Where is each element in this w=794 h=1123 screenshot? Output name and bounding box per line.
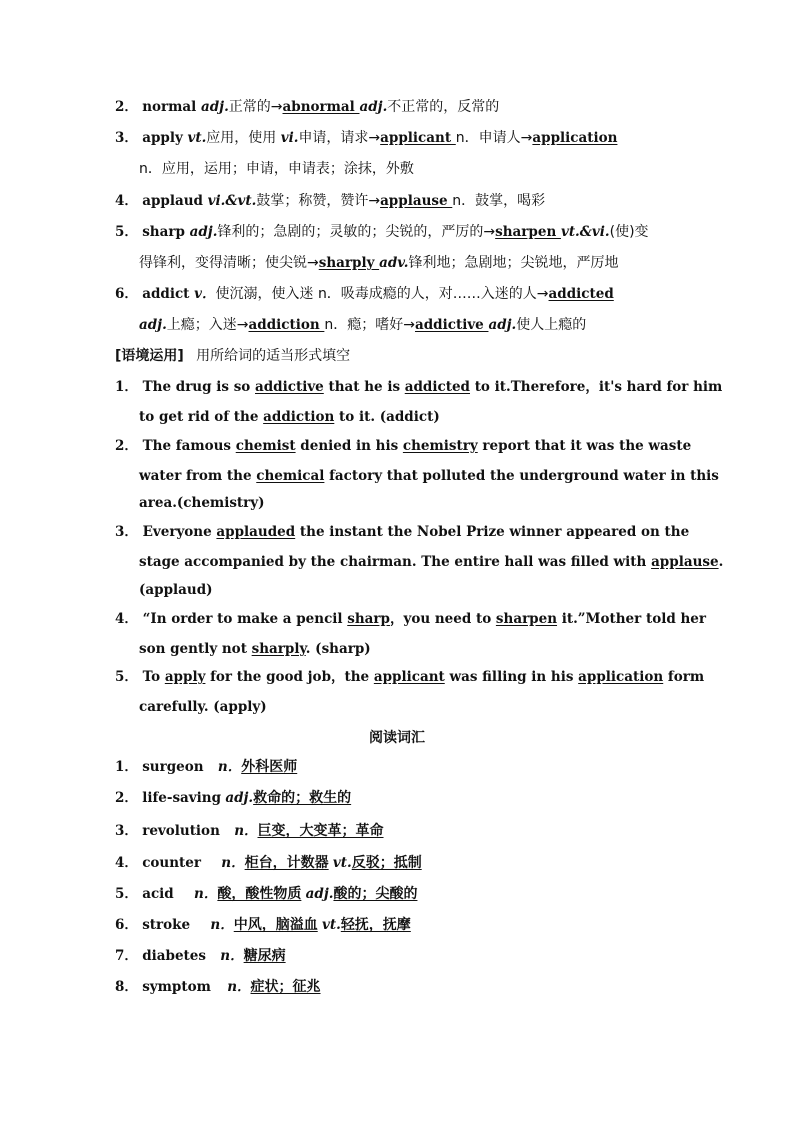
item-number: 2． bbox=[115, 99, 138, 115]
answer-blank: 糖尿病 bbox=[243, 948, 286, 964]
meaning: n．鼓掌，喝彩 bbox=[452, 193, 546, 209]
sentence-text: that he is bbox=[323, 379, 405, 395]
meaning: (使)变 bbox=[609, 224, 649, 240]
vocab-word: diabetes bbox=[142, 948, 206, 964]
vocab-item bbox=[115, 978, 321, 996]
answer-blank: application bbox=[578, 669, 664, 685]
answer-blank: sharply bbox=[318, 255, 380, 271]
sentence-text: denied in his bbox=[295, 438, 403, 454]
item-number: 6． bbox=[115, 917, 138, 933]
context-line bbox=[139, 553, 723, 571]
vocab-word: revolution bbox=[142, 823, 220, 839]
vocab-word: life-saving bbox=[142, 790, 222, 806]
item-number: 5． bbox=[115, 886, 138, 902]
sentence-text: The famous bbox=[142, 438, 236, 454]
pos-label: n． bbox=[234, 823, 258, 839]
answer-blank: addictive bbox=[414, 317, 489, 333]
sentence-text: carefully. (apply) bbox=[139, 699, 267, 715]
answer-blank: chemistry bbox=[402, 438, 478, 454]
answer-blank: 酸的；尖酸的 bbox=[333, 886, 418, 902]
vocab-item bbox=[115, 947, 286, 965]
sentence-text: area.(chemistry) bbox=[139, 495, 265, 511]
sentence-text: (applaud) bbox=[139, 582, 213, 598]
context-line bbox=[115, 610, 706, 628]
pos-label: v． bbox=[194, 286, 216, 302]
pos-label: n． bbox=[194, 886, 218, 902]
headword: apply bbox=[142, 130, 188, 146]
vocab-word: counter bbox=[142, 855, 201, 871]
pos-label: vi. bbox=[280, 130, 299, 146]
sentence-text: water from the bbox=[139, 468, 257, 484]
meaning: 上瘾；入迷→ bbox=[166, 317, 249, 333]
pos-label: adj. bbox=[225, 790, 254, 806]
meaning: 锋利的；急剧的；灵敏的；尖锐的，严厉的→ bbox=[217, 224, 496, 240]
answer-blank: addictive bbox=[255, 379, 324, 395]
pos-label: adj. bbox=[201, 99, 229, 115]
meaning: n．瘾；嗜好→ bbox=[324, 317, 415, 333]
sentence-text: To bbox=[142, 669, 165, 685]
context-heading bbox=[115, 347, 350, 365]
answer-blank: applause bbox=[380, 193, 453, 209]
answer-blank: applicant bbox=[380, 130, 456, 146]
context-line bbox=[115, 378, 722, 396]
answer-blank: 中风，脑溢血 bbox=[233, 917, 318, 933]
meaning: n．申请人→ bbox=[455, 130, 533, 146]
reading-vocab-heading: 阅读词汇 bbox=[369, 730, 425, 746]
sentence-text: “In order to make a pencil bbox=[142, 611, 348, 627]
meaning: 不正常的，反常的 bbox=[387, 99, 500, 115]
vocab-word: acid bbox=[142, 886, 174, 902]
pos-label: adj. bbox=[139, 317, 167, 333]
pos-label: vt. bbox=[187, 130, 207, 146]
headword: applaud bbox=[142, 193, 208, 209]
item-number: 3． bbox=[115, 130, 138, 146]
answer-blank: 轻抚，抚摩 bbox=[340, 917, 411, 933]
pos-label: adj. bbox=[189, 224, 218, 240]
sentence-text: the instant the Nobel Prize winner appeared on the bbox=[295, 524, 690, 540]
context-line bbox=[139, 581, 213, 599]
sentence-text: it.”Mother told her bbox=[557, 611, 706, 627]
headword: normal bbox=[142, 99, 201, 115]
pos-label: vt. bbox=[332, 855, 352, 871]
pos-label: n． bbox=[217, 759, 242, 775]
item-number: 1． bbox=[115, 379, 138, 395]
item-number: 4． bbox=[115, 611, 138, 627]
item-number: 8． bbox=[115, 979, 138, 995]
answer-blank: 症状；征兆 bbox=[250, 979, 321, 995]
sentence-text: was filling in his bbox=[444, 669, 579, 685]
word-form-line bbox=[139, 160, 414, 178]
answer-blank: sharp bbox=[347, 611, 390, 627]
meaning: 使人上瘾的 bbox=[516, 317, 587, 333]
context-line bbox=[139, 408, 440, 426]
word-form-line bbox=[115, 129, 617, 147]
context-line bbox=[115, 523, 689, 541]
answer-blank: 酸，酸性物质 bbox=[217, 886, 302, 902]
word-form-line bbox=[115, 98, 499, 116]
sentence-text: stage accompanied by the chairman. The entire hall was filled with bbox=[139, 554, 652, 570]
headword: sharp bbox=[142, 224, 190, 240]
pos-label: adv. bbox=[379, 255, 409, 271]
answer-blank: addiction bbox=[263, 409, 335, 425]
context-line bbox=[139, 494, 265, 512]
meaning: n．吸毒成瘾的人，对……入迷的人→ bbox=[317, 286, 549, 302]
sentence-text: son gently not bbox=[139, 641, 252, 657]
headword: addict bbox=[142, 286, 195, 302]
vocab-item bbox=[115, 916, 411, 934]
section-instruction: 用所给词的适当形式填空 bbox=[196, 348, 351, 364]
sentence-text: form bbox=[663, 669, 705, 685]
sentence-text: to it. (addict) bbox=[334, 409, 440, 425]
answer-blank: addicted bbox=[548, 286, 614, 302]
answer-blank: abnormal bbox=[282, 99, 360, 115]
sentence-text: Everyone bbox=[142, 524, 217, 540]
answer-blank: applicant bbox=[373, 669, 445, 685]
meaning: 使沉溺，使入迷 bbox=[215, 286, 318, 302]
sentence-text: ，you need to bbox=[389, 611, 496, 627]
pos-label: adj. bbox=[488, 317, 517, 333]
context-line bbox=[139, 467, 719, 485]
sentence-text: . bbox=[718, 554, 724, 570]
item-number: 2． bbox=[115, 438, 138, 454]
item-number: 5． bbox=[115, 224, 138, 240]
meaning: n．应用，运用；申请，申请表；涂抹，外敷 bbox=[139, 161, 414, 177]
word-form-line bbox=[139, 254, 619, 272]
answer-blank: 柜台，计数器 bbox=[244, 855, 329, 871]
pos-label: n． bbox=[227, 979, 251, 995]
sentence-text: report that it was the waste bbox=[477, 438, 692, 454]
item-number: 2． bbox=[115, 790, 138, 806]
pos-label: vi.&vt. bbox=[207, 193, 257, 209]
pos-label: vt.&vi. bbox=[560, 224, 610, 240]
context-line bbox=[139, 698, 267, 716]
vocab-item bbox=[115, 885, 417, 903]
vocab-item bbox=[115, 758, 297, 776]
pos-label: adj. bbox=[305, 886, 334, 902]
item-number: 3． bbox=[115, 823, 138, 839]
item-number: 4． bbox=[115, 193, 138, 209]
answer-blank: addicted bbox=[404, 379, 470, 395]
answer-blank: 救命的；救生的 bbox=[253, 790, 352, 806]
item-number: 5． bbox=[115, 669, 138, 685]
item-number: 7． bbox=[115, 948, 138, 964]
context-line bbox=[139, 640, 371, 658]
pos-label: n． bbox=[210, 917, 234, 933]
answer-blank: chemist bbox=[235, 438, 296, 454]
answer-blank: addiction bbox=[248, 317, 325, 333]
pos-label: vt. bbox=[322, 917, 341, 933]
answer-blank: 外科医师 bbox=[241, 759, 298, 775]
meaning: 鼓掌；称赞，赞许→ bbox=[256, 193, 381, 209]
meaning: 得锋利，变得清晰；使尖锐→ bbox=[139, 255, 319, 271]
meaning: 申请，请求→ bbox=[298, 130, 381, 146]
vocab-word: stroke bbox=[142, 917, 191, 933]
answer-blank: applauded bbox=[216, 524, 296, 540]
vocab-item bbox=[115, 789, 351, 807]
meaning: 正常的→ bbox=[228, 99, 283, 115]
item-number: 3． bbox=[115, 524, 138, 540]
answer-blank: sharpen bbox=[495, 224, 561, 240]
answer-blank: 反驳；抵制 bbox=[351, 855, 422, 871]
sentence-text: . (sharp) bbox=[305, 641, 371, 657]
context-line bbox=[115, 437, 691, 455]
section-tag: [语境运用] bbox=[115, 348, 184, 364]
sentence-text: factory that polluted the underground water in this bbox=[324, 468, 719, 484]
sentence-text: The drug is so bbox=[142, 379, 255, 395]
pos-label: adj. bbox=[359, 99, 388, 115]
pos-label: n． bbox=[220, 948, 244, 964]
item-number: 4． bbox=[115, 855, 138, 871]
answer-blank: chemical bbox=[256, 468, 325, 484]
answer-blank: application bbox=[532, 130, 618, 146]
vocab-word: symptom bbox=[142, 979, 211, 995]
meaning: 应用，使用 bbox=[206, 130, 281, 146]
context-line bbox=[115, 668, 704, 686]
item-number: 6． bbox=[115, 286, 138, 302]
pos-label: n． bbox=[221, 855, 245, 871]
word-form-line bbox=[115, 223, 649, 241]
answer-blank: 巨变，大变革；革命 bbox=[257, 823, 384, 839]
meaning: 锋利地；急剧地；尖锐地，严厉地 bbox=[408, 255, 619, 271]
answer-blank: sharply bbox=[251, 641, 306, 657]
sentence-text: to get rid of the bbox=[139, 409, 264, 425]
vocab-item bbox=[115, 854, 422, 872]
answer-blank: applause bbox=[651, 554, 719, 570]
vocab-item bbox=[115, 822, 384, 840]
answer-blank: sharpen bbox=[495, 611, 558, 627]
item-number: 1． bbox=[115, 759, 138, 775]
word-form-line bbox=[115, 192, 545, 210]
word-form-line bbox=[115, 285, 614, 303]
word-form-line bbox=[139, 316, 586, 334]
answer-blank: apply bbox=[164, 669, 206, 685]
sentence-text: to it.Therefore，it's hard for him bbox=[470, 379, 723, 395]
sentence-text: for the good job，the bbox=[205, 669, 374, 685]
vocab-word: surgeon bbox=[142, 759, 204, 775]
